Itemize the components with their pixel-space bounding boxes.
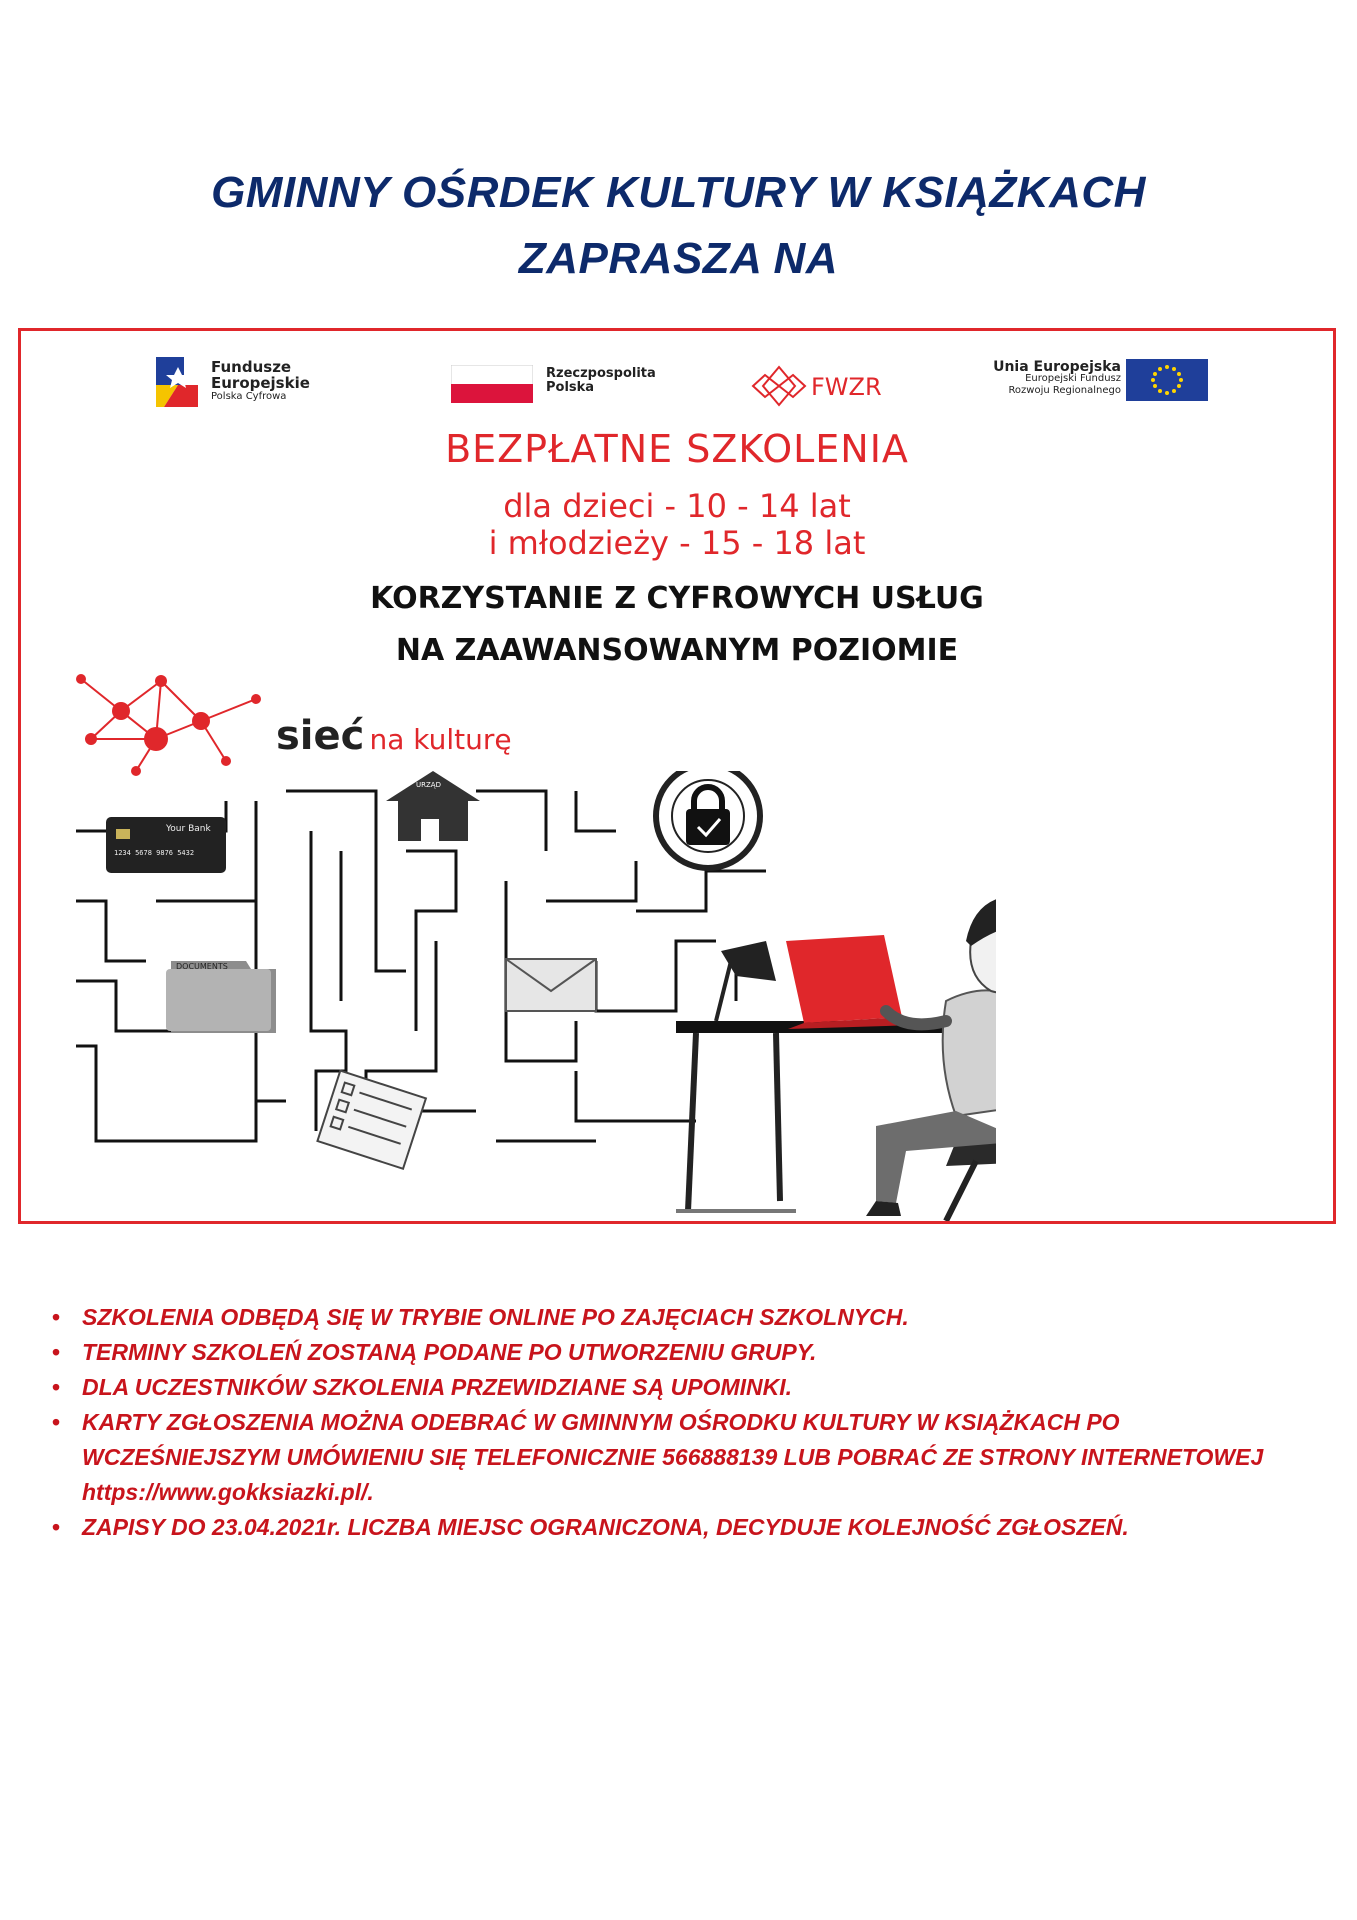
topic-line1: KORZYSTANIE Z CYFROWYCH USŁUG <box>370 581 984 616</box>
envelope-icon <box>506 959 596 1011</box>
siec-na-kulture-logo <box>276 713 512 759</box>
fundusze-title1: Fundusze <box>211 358 292 376</box>
brand-bold: sieć <box>276 713 365 759</box>
brand-rest: na kulturę <box>369 723 512 756</box>
eu-flag-icon <box>1126 359 1208 401</box>
documents-label: DOCUMENTS <box>176 962 228 971</box>
info-item: • DLA UCZESTNIKÓW SZKOLENIA PRZEWIDZIANE SĄ UPOMINKI. <box>52 1370 1282 1405</box>
rp-text <box>546 367 656 395</box>
ue-line3: Rozwoju Regionalnego <box>1008 385 1121 396</box>
checklist-icon <box>317 1071 425 1169</box>
card-bank: Your Bank <box>166 824 211 834</box>
poster-frame <box>18 328 1336 1224</box>
house-icon <box>386 771 480 841</box>
header-subtitle: ZAPRASZA NA <box>518 234 839 283</box>
info-item: • KARTY ZGŁOSZENIA MOŻNA ODEBRAĆ W GMINNYM OŚRODKU KULTURY W KSIĄŻKACH PO WCZEŚNIEJSZYM UMÓWIENIU SIĘ TELEFONICZNIE 566888139 LUB POBRAĆ ZE STRONY INTERNETOWEJ https://www.gokksiazki.pl/. <box>52 1405 1282 1510</box>
ue-text <box>971 361 1121 397</box>
ue-line1: Unia Europejska <box>993 359 1121 375</box>
age-group-youth: i młodzieży - 15 - 18 lat <box>488 524 866 562</box>
info-list <box>52 1300 1282 1545</box>
fundusze-sub: Polska Cyfrowa <box>211 391 287 402</box>
sponsor-logos <box>21 351 1333 421</box>
lock-security-icon <box>656 771 760 868</box>
documents-folder-icon <box>166 961 276 1033</box>
info-item: • TERMINY SZKOLEŃ ZOSTANĄ PODANE PO UTWORZENIU GRUPY. <box>52 1335 1282 1370</box>
fundusze-europejskie-logo-icon <box>154 355 200 409</box>
fundusze-title2: Europejskie <box>211 374 310 392</box>
house-label: URZĄD <box>416 781 441 789</box>
woman-laptop-illustration <box>676 896 996 1221</box>
info-item: • SZKOLENIA ODBĘDĄ SIĘ W TRYBIE ONLINE PO ZAJĘCIACH SZKOLNYCH. <box>52 1300 1282 1335</box>
rp-line1: Rzeczpospolita <box>546 366 656 381</box>
fwzr-text: FWZR <box>811 373 882 401</box>
rp-line2: Polska <box>546 380 595 395</box>
network-icon <box>61 661 301 781</box>
fwzr-logo-icon <box>751 365 807 407</box>
training-title: BEZPŁATNE SZKOLENIA <box>445 427 909 471</box>
bank-card-icon <box>106 817 226 873</box>
ue-line2: Europejski Fundusz <box>1025 373 1121 384</box>
age-group-children: dla dzieci - 10 - 14 lat <box>503 487 851 525</box>
info-item: • ZAPISY DO 23.04.2021r. LICZBA MIEJSC OGRANICZONA, DECYDUJE KOLEJNOŚĆ ZGŁOSZEŃ. <box>52 1510 1282 1545</box>
page-header <box>0 160 1357 292</box>
topic-line2: NA ZAAWANSOWANYM POZIOMIE <box>395 633 959 668</box>
fundusze-text <box>211 359 310 402</box>
polish-flag-icon <box>451 365 533 403</box>
maze-illustration <box>76 771 996 1221</box>
card-number: 1234 5678 9876 5432 <box>114 849 195 857</box>
header-title: GMINNY OŚRDEK KULTURY W KSIĄŻKACH <box>211 168 1146 217</box>
